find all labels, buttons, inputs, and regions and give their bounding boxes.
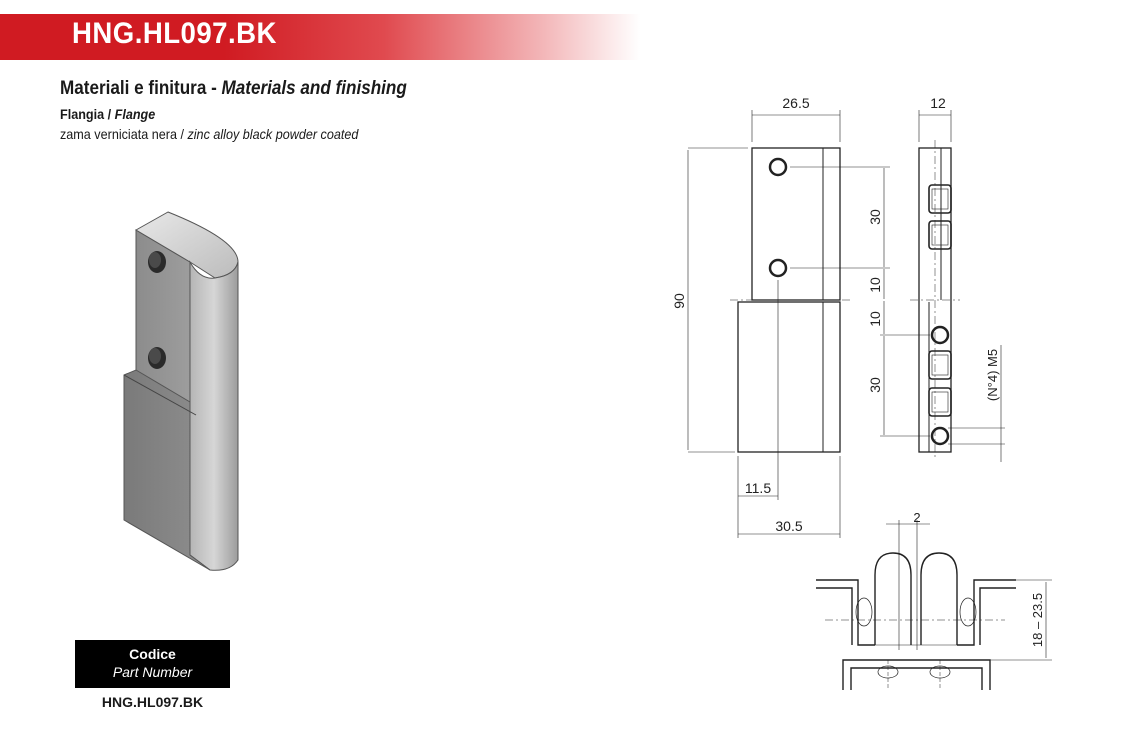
part-number-value: HNG.HL097.BK [101,694,204,710]
dim-offset-bottom: 10 [867,311,883,327]
materials-heading-en: Materials and finishing [221,78,407,99]
code-label: Codice [129,646,176,662]
hole-side-1 [932,327,948,343]
flange-label [60,106,155,122]
materials-heading-it: Materiali e finitura - [60,78,222,99]
dim-edge-offset: 11.5 [744,480,772,496]
flange-label-it: Flangia / [60,106,115,122]
flange-material-it: zama verniciata nera / [60,126,188,142]
dim-hole-spacing-top: 30 [867,209,883,225]
dim-thread: (N°4) M5 [985,348,1000,402]
dim-offset-top: 10 [867,277,883,293]
product-title: HNG.HL097.BK [72,17,277,50]
hole-side-2 [932,428,948,444]
dim-range: 18 – 23.5 [1030,592,1045,648]
dim-gap: 2 [913,510,921,525]
dim-height: 90 [671,293,687,309]
dim-hole-spacing-bottom: 30 [867,377,883,393]
part-number-box [75,640,230,688]
hole-front-1 [770,159,786,175]
product-3d-image [100,200,260,580]
part-number-label: Part Number [112,664,193,680]
flange-material-en: zinc alloy black powder coated [187,126,359,142]
materials-heading [60,78,407,100]
hole-front-2 [770,260,786,276]
flange-material [60,126,358,142]
dim-thickness: 12 [930,95,946,111]
dim-width-bottom: 30.5 [775,518,803,534]
technical-drawing [660,80,1100,710]
dim-width-top: 26.5 [782,95,810,111]
flange-label-en: Flange [114,106,156,122]
